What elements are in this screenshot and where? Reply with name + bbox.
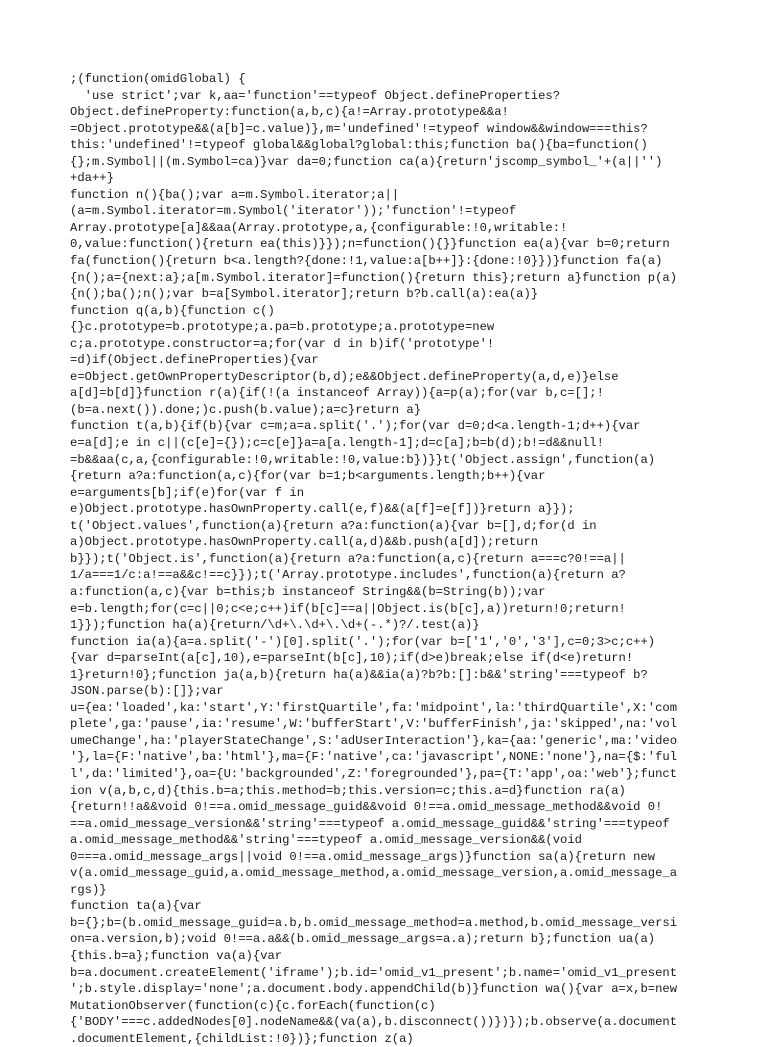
code-line: e)Object.prototype.hasOwnProperty.call(e,f)&&(a[f]=e[f])}return a}}); [70, 502, 575, 517]
code-line: e=Object.getOwnPropertyDescriptor(b,d);e&&Object.defineProperty(a,d,e)}else [70, 369, 619, 384]
code-line: {}c.prototype=b.prototype;a.pa=b.prototype;a.prototype=new [70, 320, 495, 335]
code-line: 0===a.omid_message_args||void 0!==a.omid_message_args)}function sa(a){return new [70, 849, 656, 864]
code-line: 1}});function ha(a){return/\d+\.\d+\.\d+(-.*)?/.test(a)} [70, 618, 480, 633]
code-line: {return a?a:function(a,c){for(var b=1;b<arguments.length;b++){var [70, 469, 546, 484]
code-line: v(a.omid_message_guid,a.omid_message_method,a.omid_message_version,a.omid_message_a [70, 866, 678, 881]
code-line: 0,value:function(){return ea(this)}});n=function(){}}function ea(a){var b=0;return [70, 237, 670, 252]
code-line: a)Object.prototype.hasOwnProperty.call(a,d)&&b.push(a[d]);return [70, 535, 539, 550]
code-line: b={};b=(b.omid_message_guid=a.b,b.omid_message_method=a.method,b.omid_message_versi [70, 915, 678, 930]
code-line: JSON.parse(b):[]};var [70, 684, 224, 699]
code-line: fa(function(){return b<a.length?{done:!1,value:a[b++]}:{done:!0}})}function fa(a) [70, 254, 663, 269]
code-line: e=b.length;for(c=c||0;c<e;c++)if(b[c]==a||Object.is(b[c],a))return!0;return! [70, 601, 626, 616]
code-line: {n();ba();n();var b=a[Symbol.iterator];return b?b.call(a):ea(a)} [70, 287, 539, 302]
code-line: Array.prototype[a]&&aa(Array.prototype,a,{configurable:!0,writable:! [70, 220, 568, 235]
code-line: a:function(a,c){var b=this;b instanceof String&&(b=String(b));var [70, 584, 546, 599]
code-line: {};m.Symbol||(m.Symbol=ca)}var da=0;function ca(a){return'jscomp_symbol_'+(a||'') [70, 154, 663, 169]
code-line: plete',ga:'pause',ia:'resume',W:'bufferStart',V:'bufferFinish',ja:'skipped',na:'vol [70, 717, 678, 732]
code-line: function q(a,b){function c() [70, 303, 275, 318]
code-line: =Object.prototype&&(a[b]=c.value)},m='undefined'!=typeof window&&window===this? [70, 121, 648, 136]
code-line: .documentElement,{childList:!0})};function z(a) [70, 1031, 414, 1046]
code-line: {'BODY'===c.addedNodes[0].nodeName&&(va(a),b.disconnect())})});b.observe(a.document [70, 1015, 678, 1030]
code-line: {var d=parseInt(a[c],10),e=parseInt(b[c],10);if(d>e)break;else if(d<e)return! [70, 651, 634, 666]
code-line: {return!!a&&void 0!==a.omid_message_guid&&void 0!==a.omid_message_method&&void 0! [70, 800, 663, 815]
code-line: {n();a={next:a};a[m.Symbol.iterator]=function(){return this};return a}function p(a) [70, 270, 678, 285]
code-line: =d)if(Object.defineProperties){var [70, 353, 319, 368]
code-line: function t(a,b){if(b){var c=m;a=a.split('.');for(var d=0;d<a.length-1;d++){var [70, 419, 641, 434]
code-line: a[d]=b[d]}function r(a){if(!(a instanceof Array)){a=p(a);for(var b,c=[];! [70, 386, 604, 401]
code-line: l',da:'limited'},oa={U:'backgrounded',Z:'foregrounded'},pa={T:'app',oa:'web'};funct [70, 766, 678, 781]
code-line: b=a.document.createElement('iframe');b.id='omid_v1_present';b.name='omid_v1_present [70, 965, 678, 980]
code-line: function n(){ba();var a=m.Symbol.iterator;a|| [70, 187, 400, 202]
code-line: 1/a===1/c:a!==a&&c!==c}});t('Array.prototype.includes',function(a){return a? [70, 568, 626, 583]
code-line: ';b.style.display='none';a.document.body.appendChild(b)}function wa(){var a=x,b=new [70, 982, 678, 997]
script-source-text [70, 71, 700, 1047]
code-line: e=a[d];e in c||(c[e]={});c=c[e]}a=a[a.length-1];d=c[a];b=b(d);b!=d&&null! [70, 436, 604, 451]
code-line: 1}return!0};function ja(a,b){return ha(a)&&ia(a)?b?b:[]:b&&'string'===typeof b? [70, 667, 648, 682]
code-line: function ia(a){a=a.split('-')[0].split('.');for(var b=['1','0','3'],c=0;3>c;c++) [70, 634, 656, 649]
code-line: u={ea:'loaded',ka:'start',Y:'firstQuartile',fa:'midpoint',la:'thirdQuartile',X:'com [70, 700, 678, 715]
code-line: rgs)} [70, 882, 107, 897]
code-line: MutationObserver(function(c){c.forEach(function(c) [70, 998, 436, 1013]
code-line: ;(function(omidGlobal) { [70, 72, 246, 86]
code-line: t('Object.values',function(a){return a?a:function(a){var b=[],d;for(d in [70, 518, 597, 533]
code-line: e=arguments[b];if(e)for(var f in [70, 485, 305, 500]
code-line: ion v(a,b,c,d){this.b=a;this.method=b;this.version=c;this.a=d}function ra(a) [70, 783, 626, 798]
code-line: (a=m.Symbol.iterator=m.Symbol('iterator'));'function'!=typeof [70, 204, 517, 219]
code-line: =b&&aa(c,a,{configurable:!0,writable:!0,value:b})}}t('Object.assign',function(a) [70, 452, 656, 467]
code-line: (b=a.next()).done;)c.push(b.value);a=c}return a} [70, 402, 422, 417]
code-line: a.omid_message_method&&'string'===typeof a.omid_message_version&&(void [70, 833, 582, 848]
code-line: function ta(a){var [70, 899, 202, 914]
code-line: c;a.prototype.constructor=a;for(var d in b)if('prototype'! [70, 336, 495, 351]
code-line: umeChange',ha:'playerStateChange',S:'adUserInteraction'},ka={aa:'generic',ma:'video [70, 733, 678, 748]
code-line: b}});t('Object.is',function(a){return a?a:function(a,c){return a===c?0!==a|| [70, 551, 626, 566]
code-line: '},la={F:'native',ba:'html'},ma={F:'native',ca:'javascript',NONE:'none'},na={$:'ful [70, 750, 678, 765]
code-line: +da++} [70, 171, 114, 186]
code-line: Object.defineProperty:function(a,b,c){a!=Array.prototype&&a! [70, 105, 509, 120]
code-line: 'use strict';var k,aa='function'==typeof Object.defineProperties? [70, 88, 561, 103]
code-line: ==a.omid_message_version&&'string'===typeof a.omid_message_guid&&'string'===typeof [70, 816, 670, 831]
code-line: on=a.version,b);void 0!==a.a&&(b.omid_message_args=a.a);return b};function ua(a) [70, 932, 656, 947]
code-line: {this.b=a};function va(a){var [70, 948, 283, 963]
code-line: this:'undefined'!=typeof global&&global?global:this;function ba(){ba=function() [70, 138, 648, 153]
